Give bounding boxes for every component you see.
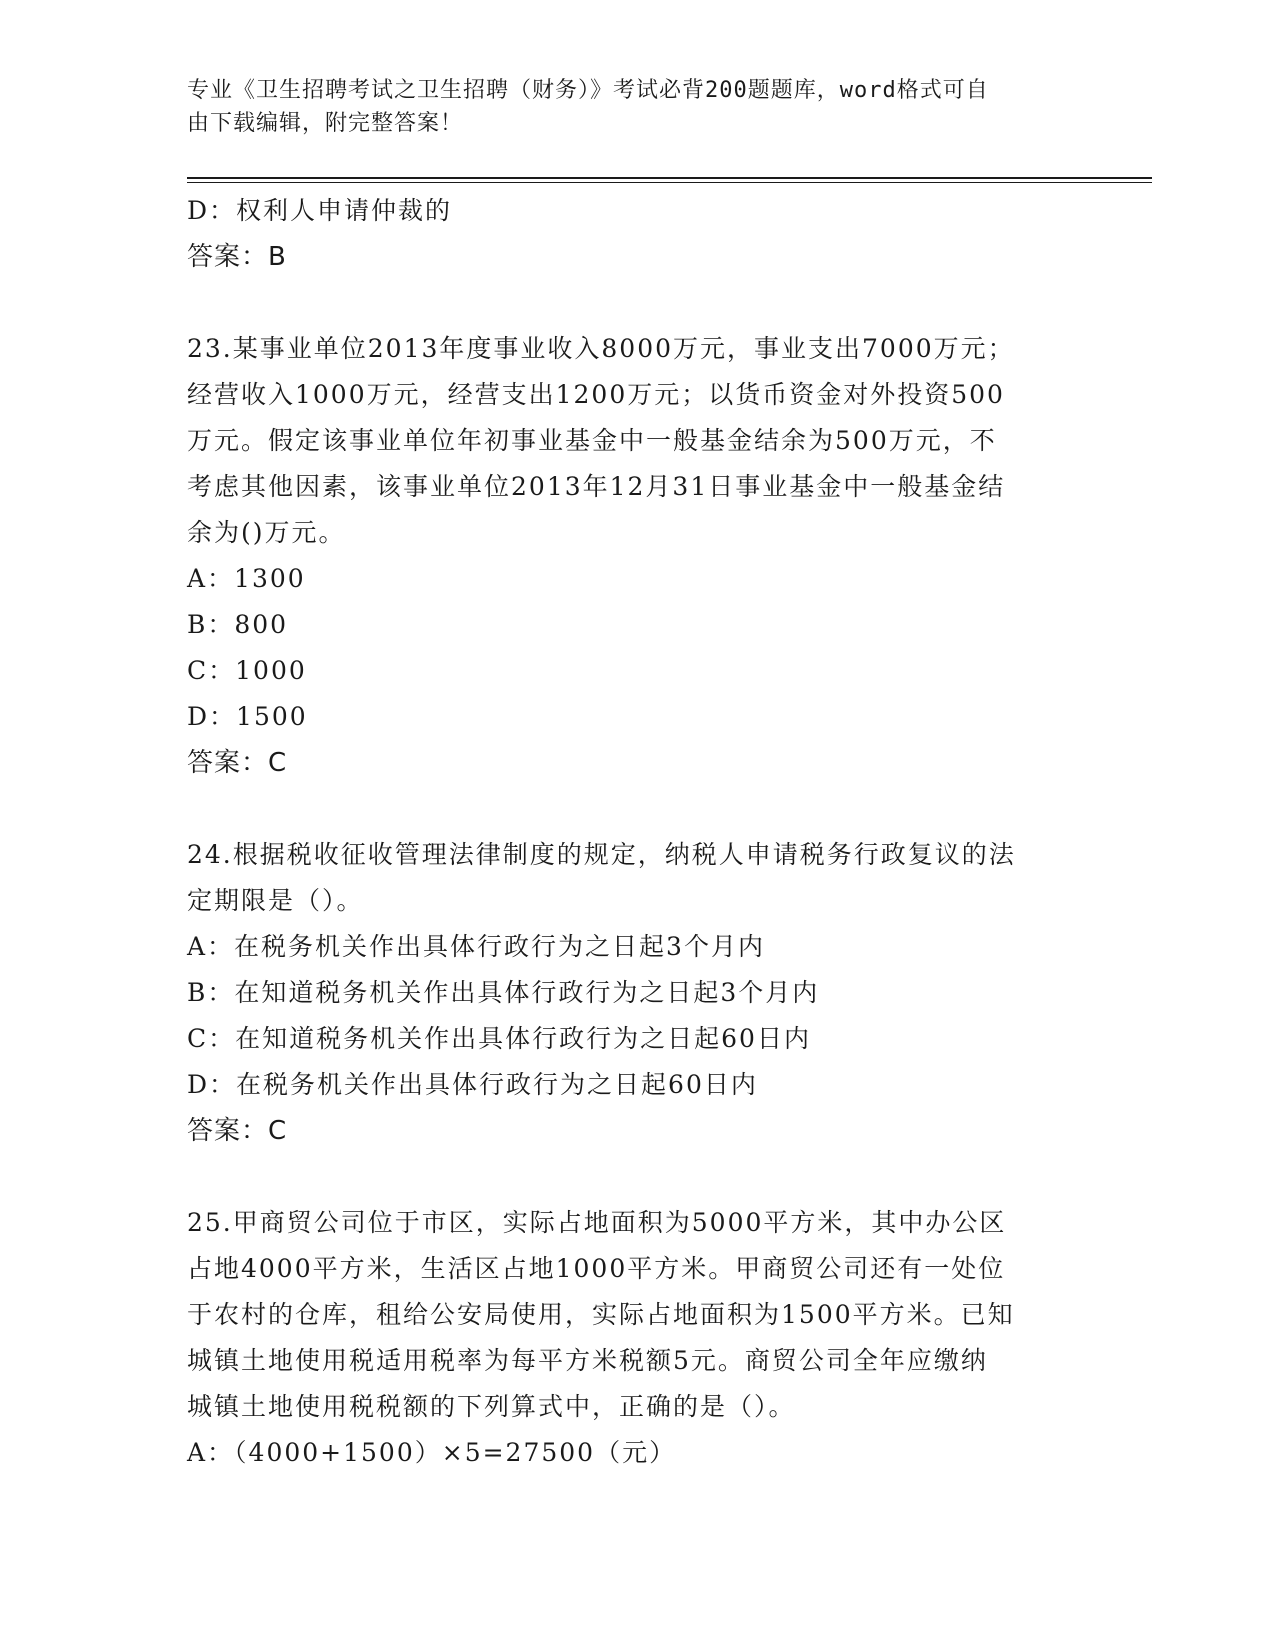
option-d: D：1500 (187, 702, 308, 731)
stem-line: 经营收入1000万元，经营支出1200万元；以货币资金对外投资500 (187, 380, 1005, 409)
header-rule (187, 182, 1152, 183)
answer-line: 答案：B (187, 242, 287, 272)
option-b: B：在知道税务机关作出具体行政行为之日起3个月内 (187, 978, 820, 1007)
option-c: C：1000 (187, 656, 307, 685)
option-d: D：权利人申请仲裁的 (187, 196, 453, 225)
header-line: 专业《卫生招聘考试之卫生招聘（财务）》考试必背200题题库，word格式可自 (187, 78, 989, 103)
document-header (187, 74, 1067, 140)
header-rule (187, 177, 1152, 179)
question-24 (187, 832, 1087, 1154)
question-23 (187, 326, 1087, 786)
stem-line: 考虑其他因素，该事业单位2013年12月31日事业基金中一般基金结 (187, 472, 1006, 501)
stem-line: 于农村的仓库，租给公安局使用，实际占地面积为1500平方米。已知 (187, 1300, 1015, 1329)
question-stem (187, 326, 1087, 556)
spacer (187, 786, 1087, 832)
option-c: C：在知道税务机关作出具体行政行为之日起60日内 (187, 1024, 811, 1053)
question-stem (187, 832, 1087, 924)
document-body (187, 188, 1087, 1476)
prev-question-tail (187, 188, 1087, 280)
option-b: B：800 (187, 610, 289, 639)
question-25 (187, 1200, 1087, 1476)
stem-line: 城镇土地使用税税额的下列算式中，正确的是（）。 (187, 1392, 796, 1421)
stem-line: 23.某事业单位2013年度事业收入8000万元，事业支出7000万元； (187, 334, 1015, 363)
option-d: D：在税务机关作出具体行政行为之日起60日内 (187, 1070, 758, 1099)
answer-line: 答案：C (187, 1116, 288, 1146)
spacer (187, 1154, 1087, 1200)
stem-line: 万元。假定该事业单位年初事业基金中一般基金结余为500万元，不 (187, 426, 997, 455)
stem-line: 定期限是（）。 (187, 886, 364, 915)
stem-line: 占地4000平方米，生活区占地1000平方米。甲商贸公司还有一处位 (187, 1254, 1006, 1283)
stem-line: 余为()万元。 (187, 518, 346, 547)
answer-line: 答案：C (187, 748, 288, 778)
stem-line: 25.甲商贸公司位于市区，实际占地面积为5000平方米，其中办公区 (187, 1208, 1007, 1237)
option-a: A：1300 (187, 564, 306, 593)
option-a: A：（4000+1500）×5=27500（元） (187, 1438, 677, 1467)
stem-line: 城镇土地使用税适用税率为每平方米税额5元。商贸公司全年应缴纳 (187, 1346, 988, 1375)
spacer (187, 280, 1087, 326)
option-a: A：在税务机关作出具体行政行为之日起3个月内 (187, 932, 765, 961)
question-stem (187, 1200, 1087, 1430)
stem-line: 24.根据税收征收管理法律制度的规定，纳税人申请税务行政复议的法 (187, 840, 1016, 869)
header-line: 由下载编辑，附完整答案！ (187, 111, 464, 136)
